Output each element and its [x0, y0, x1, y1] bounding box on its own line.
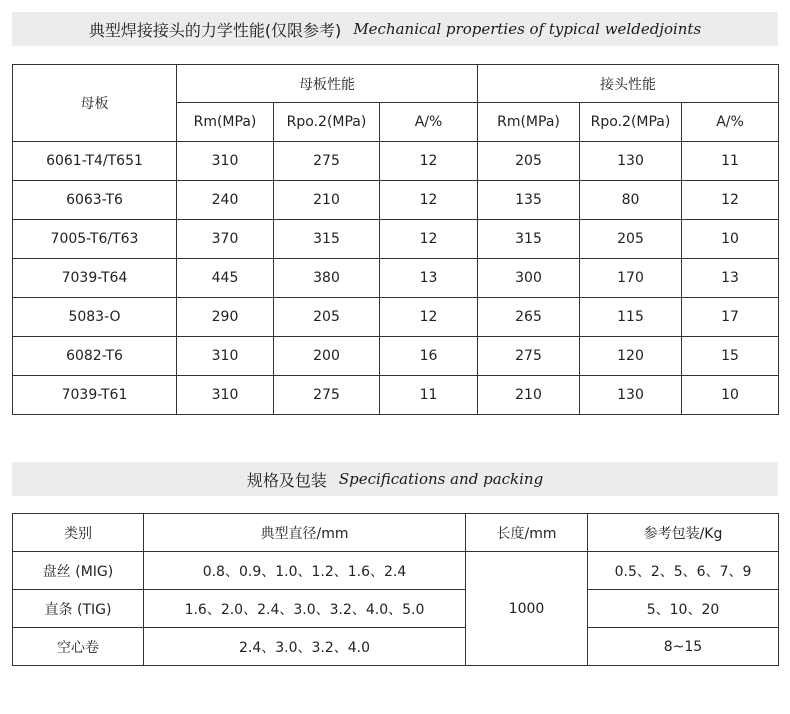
length-cell: 1000	[466, 552, 588, 666]
header-packing: 参考包装/Kg	[588, 514, 779, 552]
table-row	[13, 376, 779, 415]
joint-rm-cell: 275	[478, 337, 580, 376]
category-cell: 盘丝 (MIG)	[13, 552, 144, 590]
alloy-cell: 6061-T4/T651	[13, 142, 177, 181]
table-row	[13, 259, 779, 298]
joint-a-cell: 11	[682, 142, 779, 181]
joint-rm-cell: 265	[478, 298, 580, 337]
joint-rm-cell: 300	[478, 259, 580, 298]
base-rm-cell: 290	[177, 298, 274, 337]
base-rm-cell: 370	[177, 220, 274, 259]
mechanical-properties-table	[12, 64, 779, 415]
joint-a-cell: 15	[682, 337, 779, 376]
header-joint-rpo: Rpo.2(MPa)	[580, 103, 682, 142]
base-rpo-cell: 315	[274, 220, 380, 259]
specifications-banner	[12, 462, 778, 496]
header-length: 长度/mm	[466, 514, 588, 552]
specifications-table	[12, 513, 779, 666]
alloy-cell: 6082-T6	[13, 337, 177, 376]
base-rpo-cell: 200	[274, 337, 380, 376]
joint-rpo-cell: 80	[580, 181, 682, 220]
header-joint-properties: 接头性能	[478, 65, 779, 103]
base-a-cell: 12	[380, 181, 478, 220]
mechanical-properties-title-zh: 典型焊接接头的力学性能(仅限参考)	[88, 20, 342, 40]
header-joint-rm: Rm(MPa)	[478, 103, 580, 142]
table-row	[13, 628, 779, 666]
header-category: 类别	[13, 514, 144, 552]
table-row	[13, 220, 779, 259]
joint-a-cell: 13	[682, 259, 779, 298]
mechanical-properties-title-en: Mechanical properties of typical weldedjoints	[353, 20, 702, 38]
table-row	[13, 590, 779, 628]
joint-a-cell: 10	[682, 220, 779, 259]
base-rm-cell: 310	[177, 376, 274, 415]
packing-cell: 0.5、2、5、6、7、9	[588, 552, 779, 590]
header-joint-a: A/%	[682, 103, 779, 142]
diameter-cell: 1.6、2.0、2.4、3.0、3.2、4.0、5.0	[144, 590, 466, 628]
base-a-cell: 16	[380, 337, 478, 376]
category-cell: 空心卷	[13, 628, 144, 666]
base-rm-cell: 240	[177, 181, 274, 220]
alloy-cell: 5083-O	[13, 298, 177, 337]
specifications-title-zh: 规格及包装	[246, 470, 327, 490]
table-row	[13, 337, 779, 376]
base-rpo-cell: 275	[274, 142, 380, 181]
specifications-title-en: Specifications and packing	[338, 470, 544, 488]
header-base-a: A/%	[380, 103, 478, 142]
diameter-cell: 0.8、0.9、1.0、1.2、1.6、2.4	[144, 552, 466, 590]
table-row	[13, 181, 779, 220]
mechanical-properties-banner	[12, 12, 778, 46]
category-cell: 直条 (TIG)	[13, 590, 144, 628]
base-rm-cell: 310	[177, 337, 274, 376]
joint-rm-cell: 210	[478, 376, 580, 415]
table-row	[13, 552, 779, 590]
joint-rpo-cell: 115	[580, 298, 682, 337]
alloy-cell: 7039-T64	[13, 259, 177, 298]
table-row	[13, 142, 779, 181]
diameter-cell: 2.4、3.0、3.2、4.0	[144, 628, 466, 666]
joint-a-cell: 10	[682, 376, 779, 415]
alloy-cell: 7005-T6/T63	[13, 220, 177, 259]
base-rpo-cell: 210	[274, 181, 380, 220]
joint-rpo-cell: 170	[580, 259, 682, 298]
packing-cell: 5、10、20	[588, 590, 779, 628]
base-a-cell: 13	[380, 259, 478, 298]
alloy-cell: 7039-T61	[13, 376, 177, 415]
joint-rpo-cell: 130	[580, 142, 682, 181]
table-row	[13, 298, 779, 337]
base-a-cell: 12	[380, 142, 478, 181]
alloy-cell: 6063-T6	[13, 181, 177, 220]
base-rm-cell: 310	[177, 142, 274, 181]
joint-a-cell: 17	[682, 298, 779, 337]
joint-rm-cell: 135	[478, 181, 580, 220]
header-base-material: 母板	[13, 65, 177, 142]
joint-rm-cell: 315	[478, 220, 580, 259]
packing-cell: 8~15	[588, 628, 779, 666]
joint-a-cell: 12	[682, 181, 779, 220]
joint-rm-cell: 205	[478, 142, 580, 181]
base-rpo-cell: 380	[274, 259, 380, 298]
joint-rpo-cell: 205	[580, 220, 682, 259]
header-base-properties: 母板性能	[177, 65, 478, 103]
header-diameter: 典型直径/mm	[144, 514, 466, 552]
joint-rpo-cell: 120	[580, 337, 682, 376]
base-a-cell: 12	[380, 298, 478, 337]
base-a-cell: 12	[380, 220, 478, 259]
base-rpo-cell: 205	[274, 298, 380, 337]
header-base-rm: Rm(MPa)	[177, 103, 274, 142]
base-rpo-cell: 275	[274, 376, 380, 415]
base-a-cell: 11	[380, 376, 478, 415]
header-base-rpo: Rpo.2(MPa)	[274, 103, 380, 142]
joint-rpo-cell: 130	[580, 376, 682, 415]
base-rm-cell: 445	[177, 259, 274, 298]
